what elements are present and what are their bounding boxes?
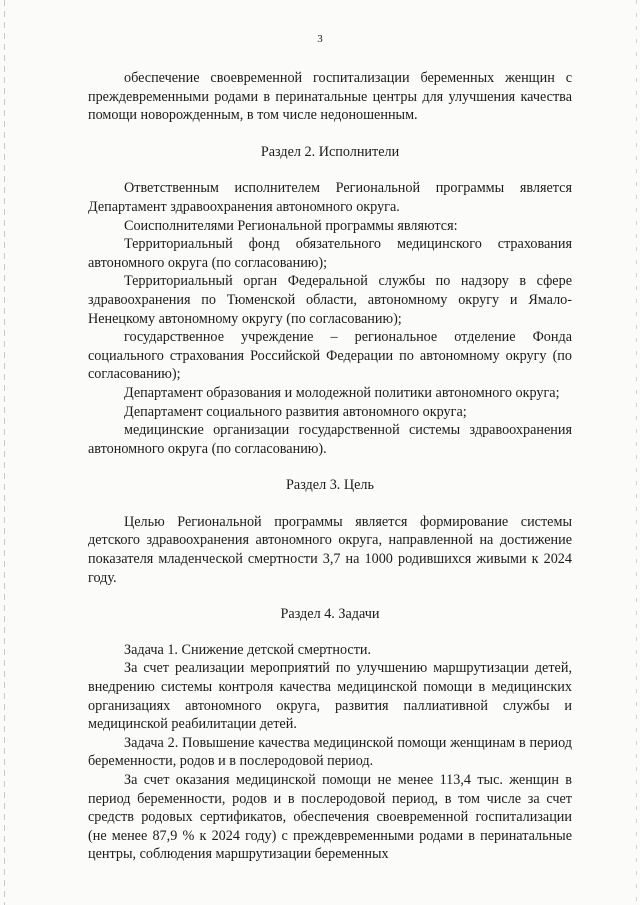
- document-body: [88, 69, 572, 864]
- task-1-title: Задача 1. Снижение детской смертности.: [124, 641, 372, 658]
- section-heading-executors: Раздел 2. Исполнители: [260, 143, 400, 160]
- task-2-description: За счет оказания медицинской помощи не менее 113,4 тыс. женщин в период беременности, родов и в послеродовой период, в том числе за счет средств родовых сертификатов, обеспечения своевременной госпитализации (не менее 87,9 % к 2024 году) с преждевременными родами в перинатальные центры, соблюдения маршрутизации беременных: [88, 772, 572, 863]
- paragraph-goal: Целью Региональной программы является формирование системы детского здравоохранения автономного округа, направленной на достижение показателя младенческой смертности 3,7 на 1000 родившихся живыми к 2024 году.: [88, 513, 572, 586]
- list-item-medical-organizations: медицинские организации государственной системы здравоохранения автономного округа (по согласованию).: [88, 422, 572, 457]
- section-heading-tasks: Раздел 4. Задачи: [280, 606, 380, 623]
- list-item-insurance-fund: Территориальный фонд обязательного медицинского страхования автономного округа (по согласованию);: [88, 236, 572, 271]
- paragraph-hospitalization: обеспечение своевременной госпитализации беременных женщин с преждевременными родами в перинатальные центры для улучшения качества помощи новорожденным, в том числе недоношенным.: [88, 70, 572, 124]
- list-item-social-development: Департамент социального развития автономного округа;: [124, 403, 467, 420]
- paragraph-responsible-executor: Ответственным исполнителем Региональной программы является Департамент здравоохранения автономного округа.: [88, 180, 572, 215]
- task-1-description: За счет реализации мероприятий по улучшению маршрутизации детей, внедрению системы контроля качества медицинской помощи в медицинских организациях автономного округа, развития паллиативной службы и медицинской реабилитации детей.: [88, 660, 572, 733]
- paragraph-co-executors-intro: Соисполнителями Региональной программы являются:: [124, 217, 458, 234]
- task-2-title: Задача 2. Повышение качества медицинской помощи женщинам в период беременности, родов и в послеродовой период.: [88, 734, 572, 770]
- list-item-federal-service: Территориальный орган Федеральной службы по надзору в сфере здравоохранения по Тюменской области, автономному округу и Ямало-Ненецкому автономному округу (по согласованию);: [88, 273, 572, 327]
- list-item-social-insurance: государственное учреждение – региональное отделение Фонда социального страхования Российской Федерации по автономному округу (по согласованию);: [88, 329, 572, 383]
- list-item-education-department: Департамент образования и молодежной политики автономного округа;: [124, 384, 560, 401]
- scan-edge-right: [636, 0, 637, 905]
- page-number: 3: [317, 33, 323, 45]
- section-heading-goal: Раздел 3. Цель: [286, 477, 374, 494]
- scan-edge-left: [4, 0, 5, 905]
